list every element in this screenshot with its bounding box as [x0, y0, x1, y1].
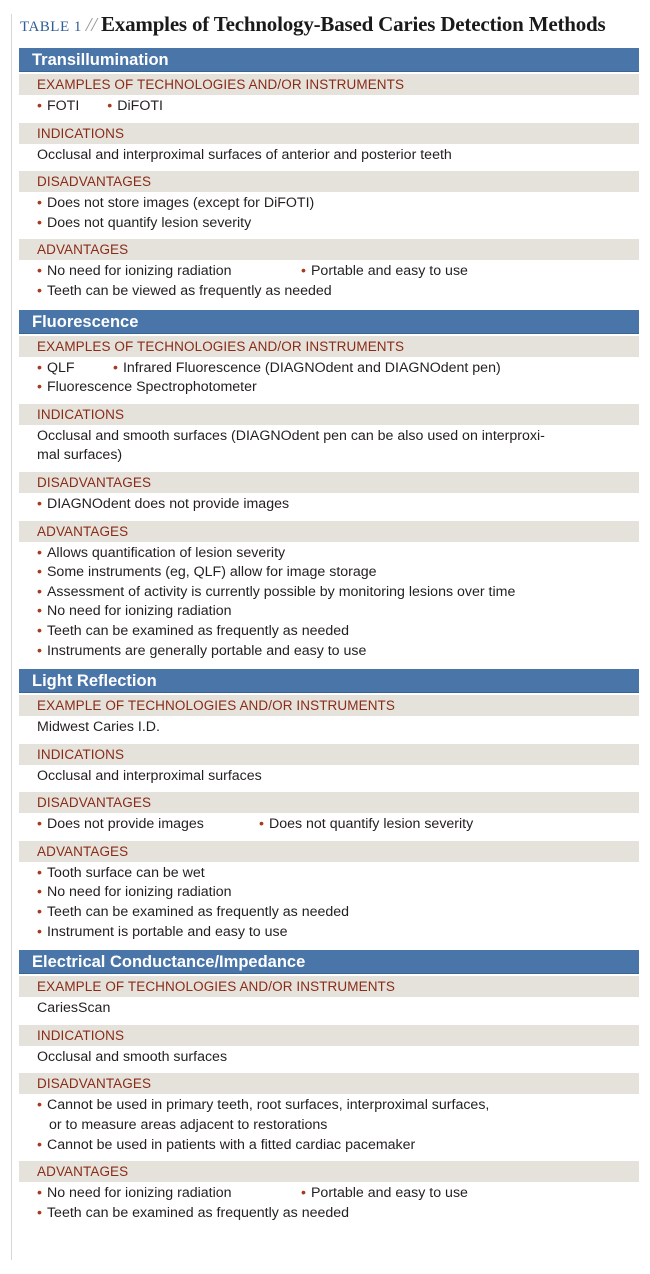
list-item: • DIAGNOdent does not provide images — [37, 495, 290, 512]
bullet-icon: • — [37, 864, 42, 881]
list-item: • Allows quantification of lesion severity — [37, 544, 286, 561]
indications-label: INDICATIONS — [19, 123, 639, 144]
list-item: • Tooth surface can be wet — [37, 864, 205, 881]
bullet-icon: • — [37, 583, 42, 600]
bullet-icon: • — [113, 359, 118, 376]
indications-label: INDICATIONS — [19, 1025, 639, 1046]
bullet-icon: • — [37, 642, 42, 659]
bullet-icon: • — [37, 263, 42, 280]
indications-text: Occlusal and smooth surfaces (DIAGNOdent pen can be also used on interproxi- mal surfaces) — [37, 427, 545, 464]
section-header: Light Reflection — [19, 669, 639, 693]
bullet-icon: • — [259, 816, 264, 833]
list-item-continuation: or to measure areas adjacent to restorations — [49, 1117, 328, 1134]
bullet-icon: • — [37, 816, 42, 833]
examples-label: EXAMPLES OF TECHNOLOGIES AND/OR INSTRUMENTS — [19, 336, 639, 357]
list-item: • Portable and easy to use — [301, 1185, 468, 1202]
advantages-list — [19, 1182, 639, 1229]
list-row — [37, 97, 639, 117]
list-item: • No need for ionizing radiation — [37, 263, 232, 280]
title-separator: // — [85, 14, 97, 36]
caries-detection-table — [19, 48, 639, 1231]
list-item: • Instrument is portable and easy to use — [37, 923, 288, 940]
section-light-reflection — [19, 669, 639, 948]
bullet-icon: • — [37, 544, 42, 561]
examples-label: EXAMPLE OF TECHNOLOGIES AND/OR INSTRUMENTS — [19, 695, 639, 716]
disadvantages-list — [19, 1094, 639, 1161]
section-fluorescence — [19, 310, 639, 668]
list-item: • Does not quantify lesion severity — [37, 214, 252, 231]
bullet-icon: • — [37, 1204, 42, 1221]
list-row — [37, 815, 639, 835]
section-header: Transillumination — [19, 48, 639, 72]
section-transillumination — [19, 48, 639, 308]
list-item: • Cannot be used in primary teeth, root surfaces, interproximal surfaces, — [37, 1097, 490, 1114]
bullet-icon: • — [37, 98, 42, 114]
table-number: TABLE 1 — [20, 19, 82, 35]
table-title — [20, 12, 605, 40]
list-item: • Teeth can be examined as frequently as needed — [37, 622, 350, 639]
section-header: Electrical Conductance/Impedance — [19, 950, 639, 974]
list-item: • QLF — [37, 359, 75, 376]
bullet-icon: • — [37, 884, 42, 901]
bullet-icon: • — [301, 263, 306, 280]
bullet-icon: • — [37, 1185, 42, 1202]
section-electrical-conductance — [19, 950, 639, 1229]
advantages-list — [19, 260, 639, 307]
advantages-label: ADVANTAGES — [19, 239, 639, 260]
section-header: Fluorescence — [19, 310, 639, 334]
list-item: • Does not store images (except for DiFOTI) — [37, 195, 315, 212]
examples-list — [19, 357, 639, 404]
left-rule — [11, 14, 12, 1260]
list-item: • Assessment of activity is currently possible by monitoring lesions over time — [37, 583, 516, 600]
list-item: • Cannot be used in patients with a fitted cardiac pacemaker — [37, 1136, 416, 1153]
bullet-icon: • — [37, 214, 42, 231]
examples-label: EXAMPLES OF TECHNOLOGIES AND/OR INSTRUMENTS — [19, 74, 639, 95]
list-item: • Does not quantify lesion severity — [259, 816, 474, 833]
list-item: • Teeth can be examined as frequently as needed — [37, 1204, 350, 1221]
disadvantages-label: DISADVANTAGES — [19, 792, 639, 813]
advantages-list — [19, 542, 639, 668]
bullet-icon: • — [37, 282, 42, 299]
list-item: • No need for ionizing radiation — [37, 884, 232, 901]
disadvantages-label: DISADVANTAGES — [19, 171, 639, 192]
list-row — [37, 262, 639, 282]
list-item: • Teeth can be examined as frequently as needed — [37, 904, 350, 921]
list-item: • Teeth can be viewed as frequently as needed — [37, 282, 332, 299]
list-item: • No need for ionizing radiation — [37, 603, 232, 620]
indications-text: Occlusal and interproximal surfaces of anterior and posterior teeth — [37, 146, 452, 163]
list-item: • Infrared Fluorescence (DIAGNOdent and DIAGNOdent pen) — [113, 359, 501, 376]
bullet-icon: • — [37, 379, 42, 396]
list-item: • Instruments are generally portable and easy to use — [37, 642, 367, 659]
advantages-label: ADVANTAGES — [19, 521, 639, 542]
advantages-label: ADVANTAGES — [19, 1161, 639, 1182]
disadvantages-list — [19, 192, 639, 239]
list-item: • Does not provide images — [37, 816, 204, 833]
table-heading: Examples of Technology-Based Caries Detection Methods — [101, 12, 606, 36]
examples-text: CariesScan — [37, 1000, 111, 1017]
list-row — [37, 359, 639, 379]
examples-list — [19, 95, 639, 123]
advantages-list — [19, 862, 639, 948]
bullet-icon: • — [107, 98, 113, 114]
advantages-label: ADVANTAGES — [19, 841, 639, 862]
bullet-icon: • — [37, 359, 42, 376]
bullet-icon: • — [37, 564, 42, 581]
disadvantages-label: DISADVANTAGES — [19, 1073, 639, 1094]
indications-text: Occlusal and smooth surfaces — [37, 1048, 228, 1065]
list-row — [37, 1184, 639, 1204]
disadvantages-label: DISADVANTAGES — [19, 472, 639, 493]
disadvantages-list — [19, 813, 639, 841]
bullet-icon: • — [37, 1097, 42, 1114]
indications-text: Occlusal and interproximal surfaces — [37, 767, 262, 784]
list-item: • Fluorescence Spectrophotometer — [37, 379, 257, 396]
list-item: • FOTI — [37, 98, 80, 114]
bullet-icon: • — [37, 904, 42, 921]
bullet-icon: • — [37, 923, 42, 940]
bullet-icon: • — [301, 1185, 306, 1202]
bullet-icon: • — [37, 622, 42, 639]
indications-label: INDICATIONS — [19, 404, 639, 425]
list-item: • Portable and easy to use — [301, 263, 468, 280]
bullet-icon: • — [37, 603, 42, 620]
list-item: • DiFOTI — [107, 98, 163, 114]
bullet-icon: • — [37, 1136, 42, 1153]
list-item: • Some instruments (eg, QLF) allow for image storage — [37, 564, 377, 581]
examples-text: Midwest Caries I.D. — [37, 719, 160, 736]
disadvantages-list — [19, 493, 639, 521]
bullet-icon: • — [37, 495, 42, 512]
bullet-icon: • — [37, 195, 42, 212]
indications-label: INDICATIONS — [19, 744, 639, 765]
examples-label: EXAMPLE OF TECHNOLOGIES AND/OR INSTRUMENTS — [19, 976, 639, 997]
list-item: • No need for ionizing radiation — [37, 1185, 232, 1202]
